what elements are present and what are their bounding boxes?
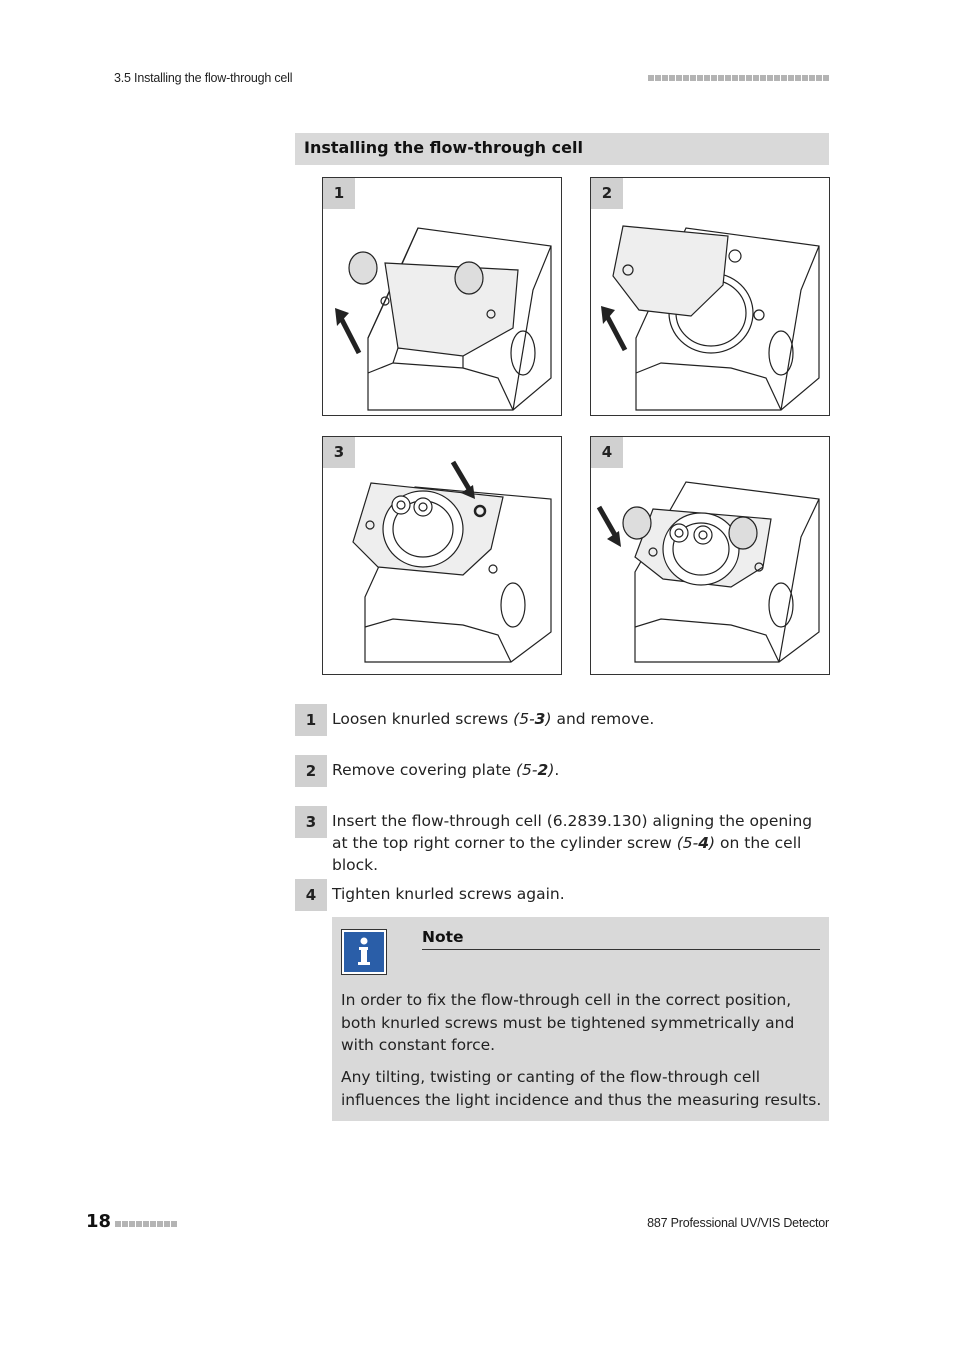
footer-decoration: [115, 1221, 177, 1227]
product-name: 887 Professional UV/VIS Detector: [647, 1216, 829, 1230]
figure-step-3: [322, 436, 562, 675]
figure-step-2: [590, 177, 830, 416]
illustration-loosen-screws: [323, 178, 562, 416]
step-text: Insert the flow-through cell (6.2839.130) aligning the opening at the top right corner to the cylinder screw (5-4) on the cell block.: [332, 812, 813, 874]
figure-step-1: [322, 177, 562, 416]
section-heading-bar: [295, 133, 829, 165]
illustration-insert-cell: [323, 437, 562, 675]
header-decoration: [648, 75, 829, 81]
illustration-tighten-screws: [591, 437, 830, 675]
step-text: Tighten knurled screws again.: [332, 885, 565, 903]
illustration-remove-plate: [591, 178, 830, 416]
note-paragraph: Any tilting, twisting or canting of the flow-through cell influences the light incidence and thus the measuring results.: [341, 1068, 822, 1109]
note-box: [332, 917, 829, 1121]
step-number: 3: [295, 806, 327, 838]
page-number: 18: [86, 1211, 112, 1232]
note-divider: [422, 949, 820, 950]
figure-number: 3: [323, 437, 355, 468]
figure-step-4: [590, 436, 830, 675]
step-number: 1: [295, 704, 327, 736]
running-header: 3.5 Installing the flow-through cell: [114, 71, 293, 85]
figure-number: 1: [323, 178, 355, 209]
step-number: 2: [295, 755, 327, 787]
info-icon: [341, 929, 387, 975]
figure-number: 2: [591, 178, 623, 209]
note-paragraph: In order to fix the flow-through cell in the correct position, both knurled screws must be tightened symmetrically and with constant force.: [341, 991, 795, 1054]
step-text: Loosen knurled screws (5-3) and remove.: [332, 710, 655, 728]
section-title: Installing the flow-through cell: [304, 138, 583, 157]
step-number: 4: [295, 879, 327, 911]
figure-number: 4: [591, 437, 623, 468]
step-text: Remove covering plate (5-2).: [332, 761, 560, 779]
note-title: Note: [422, 928, 464, 946]
